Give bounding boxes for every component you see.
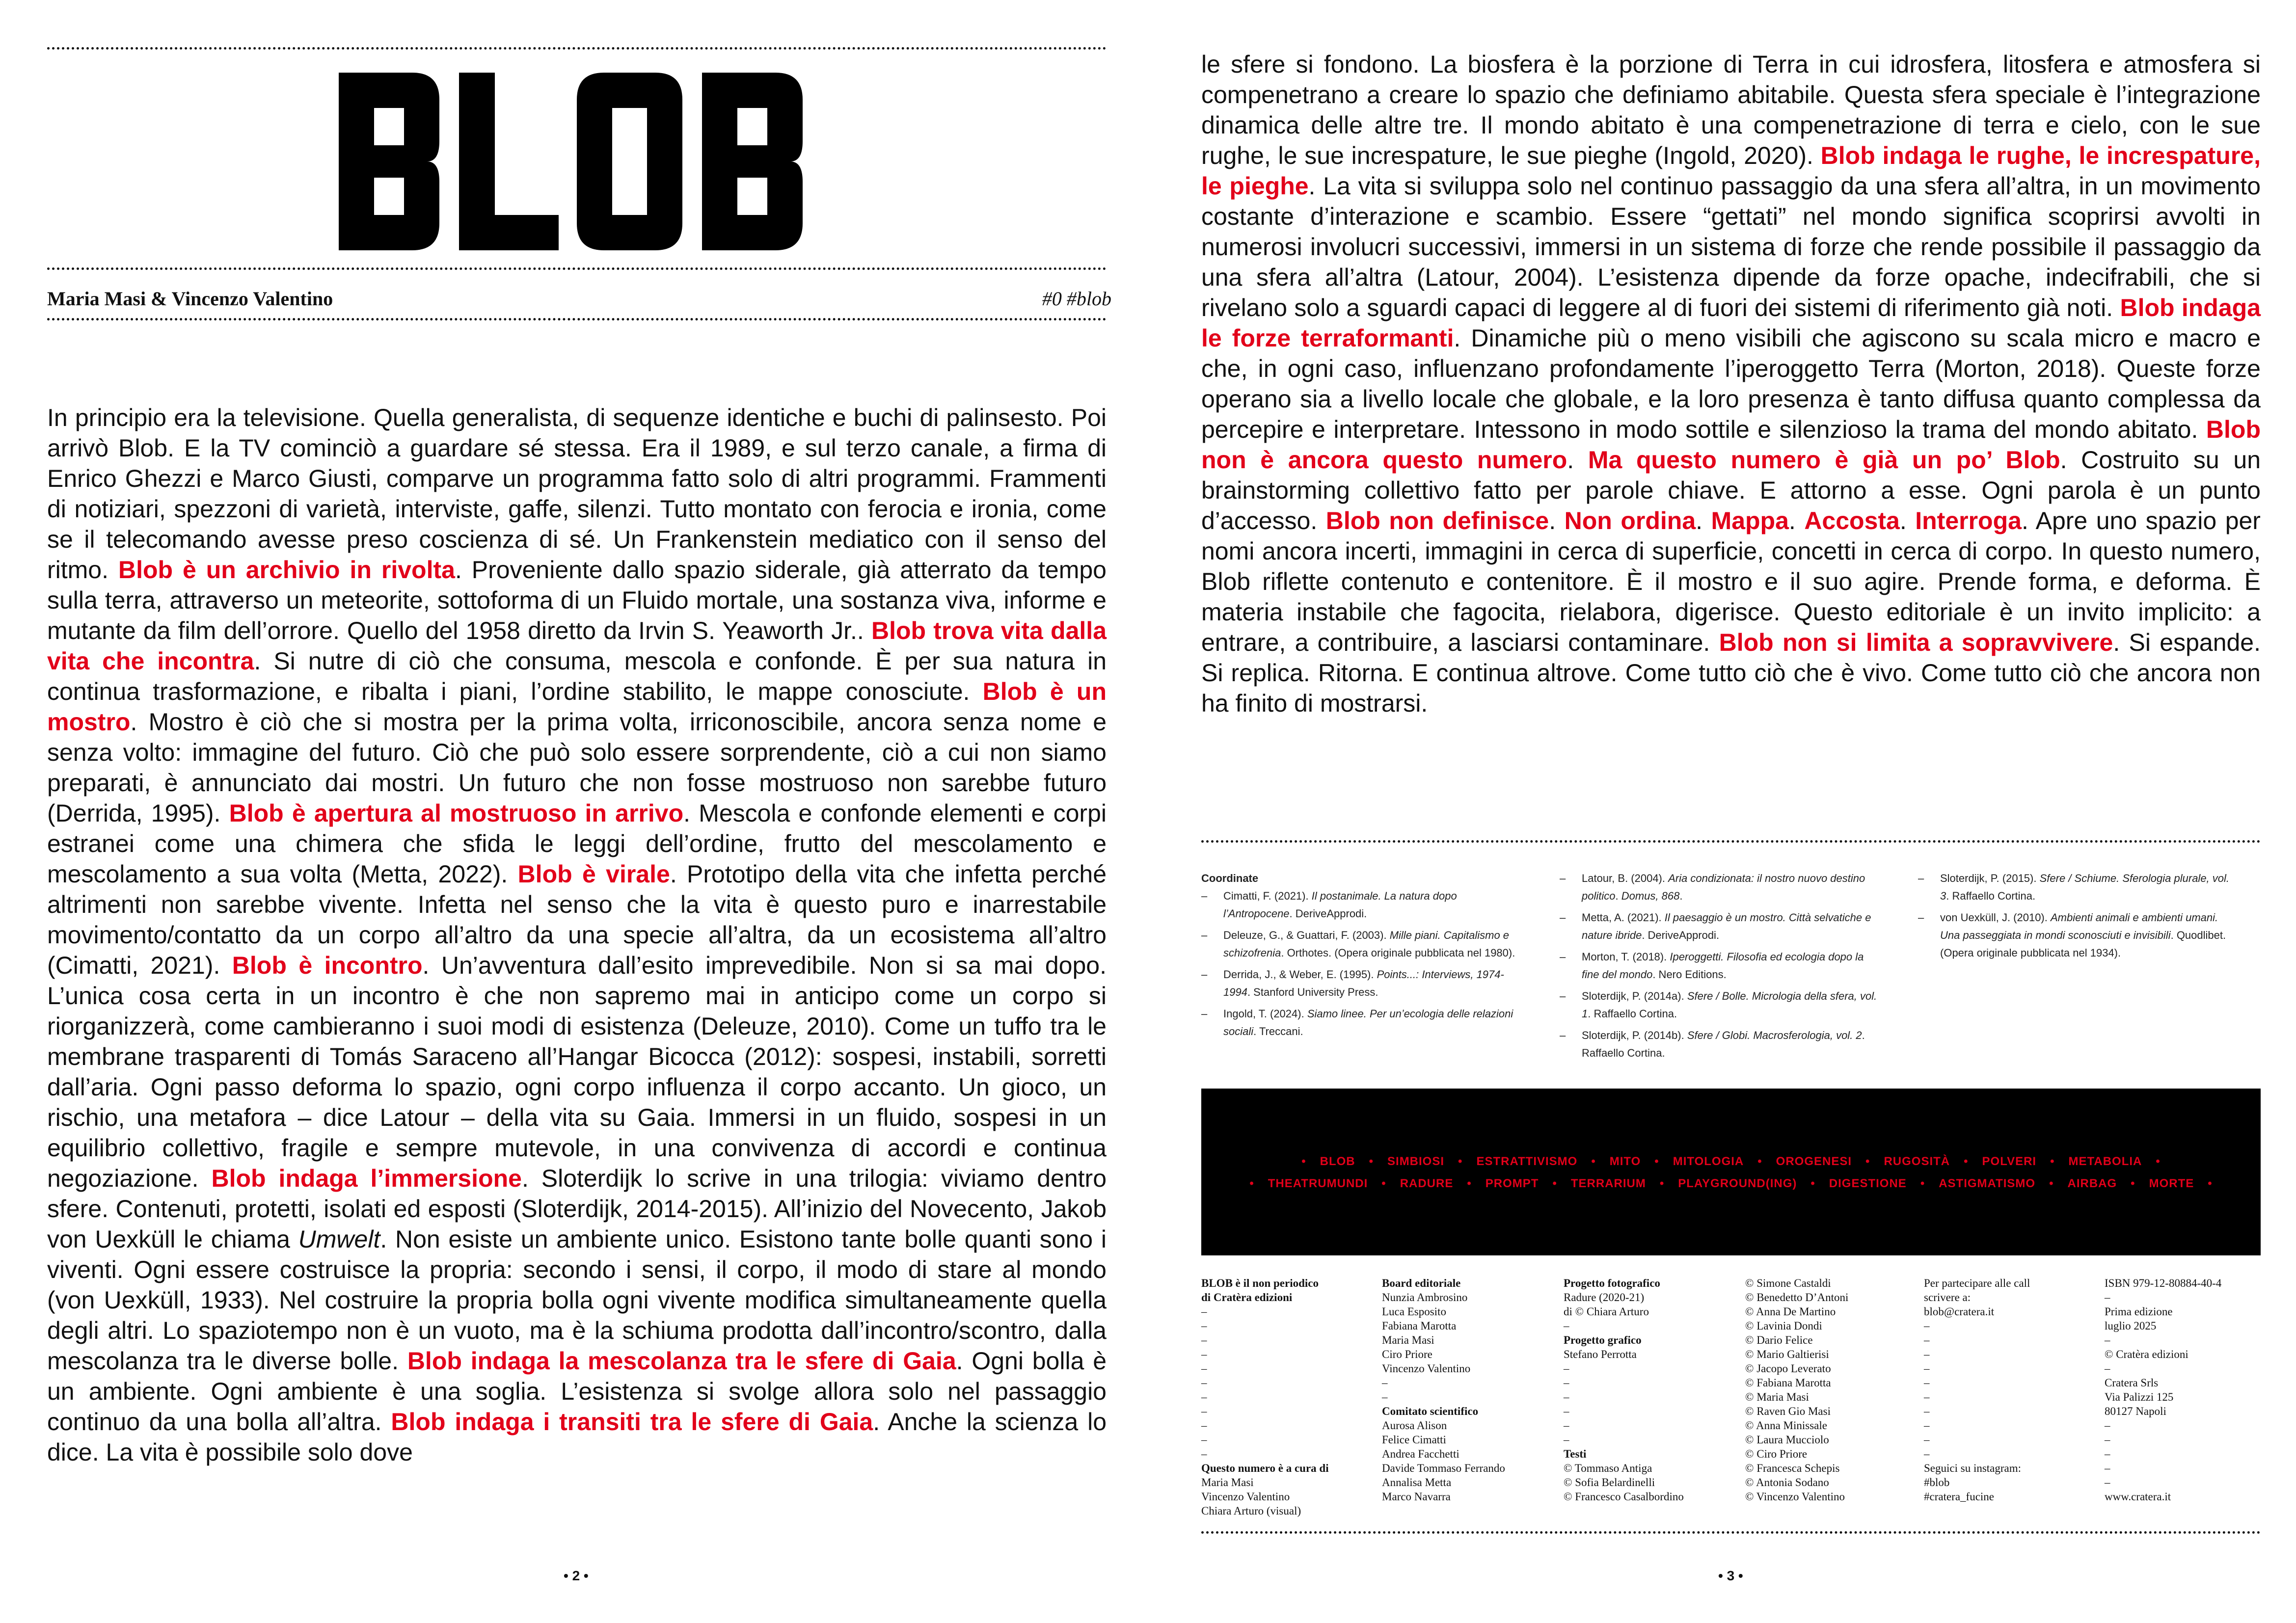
colophon-line: – [1201, 1391, 1207, 1403]
text-run: . Raffaello Cortina. [1946, 890, 2036, 902]
text-run: Latour, B. (2004). [1582, 872, 1669, 884]
reference-entry [1201, 966, 1520, 1001]
colophon-line: Cratera Srls [2105, 1377, 2159, 1389]
text-run: . Dinamiche più o meno visibili che agiscono su scala micro e macro e che, in ogni caso, influenzano profondamente l’iperoggetto Terra (Morton, 2018). Queste forze operano sia a livello locale che globale, e la loro presenza è tanto diffusa quanto complessa da percepire e interpretare. Intessono in modo sottile e silenzioso la trama del mondo abitato. [1201, 324, 2261, 443]
highlight-phrase: Ma questo numero è già un po’ Blob [1588, 446, 2060, 474]
highlight-phrase: Blob indaga l’immersione [211, 1165, 522, 1192]
issue-number: #0 #blob [1042, 288, 1111, 310]
colophon-line: di © Chiara Arturo [1564, 1305, 1649, 1318]
text-run: . Nero Editions. [1652, 968, 1727, 981]
reference-entry [1918, 909, 2237, 962]
bullet-separator: • [1458, 1155, 1463, 1168]
text-run: Ingold, T. (2024). [1223, 1008, 1307, 1020]
highlight-phrase: Blob indaga le rughe, le increspature, le pieghe [1201, 142, 2261, 200]
colophon-line: – [1201, 1362, 1207, 1375]
text-run: . [1899, 507, 1916, 534]
colophon-line: – [1924, 1448, 1930, 1460]
colophon-line: Luca Esposito [1382, 1305, 1446, 1318]
text-run: . Si espande. Si replica. Ritorna. E continua altrove. Come tutto ciò che è vivo. Come tutto ciò che ancora non ha finito di mostrarsi. [1201, 629, 2261, 717]
text-run: . Sloterdijk lo scrive in una trilogia: viviamo dentro sfere. Contenuti, protetti, isolati ed esposti (Sloterdijk, 2014-2015). All’inizio del Novecento, Jakob von Uexküll le chiama [47, 1165, 1107, 1253]
colophon-line: © Anna Minissale [1745, 1419, 1827, 1432]
colophon-line: Marco Navarra [1382, 1490, 1451, 1503]
colophon-line: #blob [1924, 1476, 1950, 1489]
references-title: Coordinate [1201, 872, 1259, 884]
text-run: . Un’avventura dall’esito imprevedibile. Non si sa mai dopo. L’unica cosa certa in un incontro è che non sapremo mai in anticipo come un corpo si riorganizzerà, come cambieranno i suoi modi di esistenza (Deleuze, 2010). Come un tuffo tra le membrane trasparenti di Tomás Saraceno all’Hangar Bicocca (2012): sospesi, instabili, sorretti dall’aria. Ogni passo deforma lo spazio, ogni corpo influenza il corpo accanto. Un gioco, un rischio, una metafora – dice Latour – della vita su Gaia. Immersi in un fluido, sospesi in un equilibrio collettivo, fragile e sempre mutevole, in una convivenza di accordi e continua negoziazione. [47, 952, 1107, 1192]
italic-term: Il paesaggio è un mostro. Città selvatiche e nature ibride [1582, 911, 1871, 941]
bullet-separator: • [1757, 1155, 1762, 1168]
text-run: . Mostro è ciò che si mostra per la prima volta, irriconoscibile, ancora senza nome e senza volto: immagine del futuro. Ciò che può solo essere sorprendente, ciò a cui non siamo preparati, è annunciato dai mostri. Un futuro che non fosse mostruoso non sarebbe futuro (Derrida, 1995). [47, 708, 1107, 827]
editorial-text-right [1201, 49, 2261, 718]
colophon-heading: Testi [1564, 1448, 1587, 1460]
colophon-line: www.cratera.it [2105, 1490, 2171, 1503]
colophon-line: Felice Cimatti [1382, 1434, 1446, 1446]
italic-term: Aria condizionata: il nostro nuovo destino politico [1582, 872, 1865, 902]
highlight-phrase: Blob è apertura al mostruoso in arrivo [229, 799, 684, 827]
highlight-phrase: Blob non definisce [1325, 507, 1549, 534]
colophon-line: 80127 Napoli [2105, 1405, 2166, 1417]
keyword-tag: THEATRUMUNDI [1268, 1177, 1368, 1190]
colophon-line: – [1564, 1391, 1569, 1403]
bullet-separator: • [2208, 1177, 2213, 1190]
highlight-phrase: Blob è un mostro [47, 678, 1107, 736]
text-run: . Proveniente dallo spazio siderale, già atterrato da tempo sulla terra, attraverso un meteorite, sottoforma di un Fluido mortale, una sostanza viva, informe e mutante da film dell’orrore. Quello del 1958 diretto da Irvin S. Yeaworth Jr.. [47, 556, 1107, 644]
keyword-tag: TERRARIUM [1570, 1177, 1646, 1190]
reference-entry [1560, 909, 1879, 944]
bullet-separator: • [1659, 1177, 1665, 1190]
text-run: . Anche la scienza lo dice. La vita è possibile solo dove [47, 1408, 1107, 1466]
italic-term: Iperoggetti. Filosofia ed ecologia dopo la fine del mondo [1582, 951, 1864, 981]
text-run: Metta, A. (2021). [1582, 911, 1665, 924]
text-run: . Non esiste un ambiente unico. Esistono tante bolle quanti sono i viventi. Ogni essere costruisce la propria: secondo i sensi, il corpo, il modo di stare al mondo (von Uexküll, 1933). Nel costruire la propria bolla ogni vivente modifica simultaneamente quella degli altri. Lo spaziotempo non è un vuoto, ma è la schiuma prodotta dall’incontro/scontro, dalla mescolanza tra le diverse bolle. [47, 1225, 1107, 1375]
colophon-line: Nunzia Ambrosino [1382, 1291, 1468, 1304]
byline-bottom-rule [47, 318, 1107, 320]
keyword-tag: BLOB [1320, 1155, 1355, 1168]
text-run: . Prototipo della vita che infetta perché altrimenti non sarebbe vivente. Infetta nel senso che la vita è questo puro e inarrestabile movimento/contatto da un corpo all’altro da una specie all’altra, da un ecosistema all’altro (Cimatti, 2021). [47, 860, 1107, 979]
colophon-line: © Fabiana Marotta [1745, 1377, 1831, 1389]
text-run: le sfere si fondono. La biosfera è la porzione di Terra in cui idrosfera, litosfera e atmosfera si compenetrano a creare lo spazio che definiamo abitabile. Questa sfera speciale è l’integrazione dinamica delle altre tre. Il mondo abitato è una compenetrazione di terra e cielo, con le sue rughe, le sue increspature, le sue pieghe (Ingold, 2020). [1201, 51, 2261, 169]
colophon-line: – [1924, 1362, 1930, 1375]
bullet-separator: • [1654, 1155, 1659, 1168]
bullet-separator: • [2131, 1177, 2135, 1190]
text-run: . Orthotes. (Opera originale pubblicata nel 1980). [1281, 947, 1515, 959]
colophon-bottom-rule [1201, 1531, 2261, 1534]
colophon-line: – [1201, 1320, 1207, 1332]
colophon-line: – [1201, 1348, 1207, 1360]
colophon-line: – [1201, 1334, 1207, 1346]
italic-term: Siamo linee. Per un’ecologia delle relazioni sociali [1223, 1008, 1513, 1038]
text-run: . Costruito su un brainstorming collettivo fatto per parole chiave. E attorno a esse. Ogni parola è un punto d’accesso. [1201, 446, 2261, 534]
colophon-line: – [2105, 1419, 2110, 1432]
colophon-line: – [1924, 1348, 1930, 1360]
colophon-line: Andrea Facchetti [1382, 1448, 1459, 1460]
colophon-line: Maria Masi [1201, 1476, 1254, 1489]
highlight-phrase: Blob indaga i transiti tra le sfere di Gaia [391, 1408, 873, 1436]
text-run: Sloterdijk, P. (2014b). [1582, 1029, 1687, 1041]
colophon-column [1201, 1276, 1368, 1518]
keyword-tag: RADURE [1400, 1177, 1454, 1190]
keyword-tag: MITO [1609, 1155, 1641, 1168]
colophon-line: – [1924, 1391, 1930, 1403]
colophon-line: © Dario Felice [1745, 1334, 1813, 1346]
keyword-tag: ASTIGMATISMO [1939, 1177, 2036, 1190]
colophon-line: © Mario Galtierisi [1745, 1348, 1829, 1360]
colophon-line: Ciro Priore [1382, 1348, 1432, 1360]
colophon-line: Maria Masi [1382, 1334, 1434, 1346]
text-run: . [1788, 507, 1805, 534]
references-column-3 [1918, 870, 2237, 966]
colophon-line: blob@cratera.it [1924, 1305, 1995, 1318]
keyword-row-1 [1201, 1155, 2261, 1169]
colophon-line: © Lavinia Dondi [1745, 1320, 1822, 1332]
text-run: . [1615, 890, 1621, 902]
text-run: . Raffaello Cortina. [1582, 1029, 1865, 1059]
highlight-phrase: Blob indaga la mescolanza tra le sfere di Gaia [407, 1347, 956, 1375]
highlight-phrase: Blob è un archivio in rivolta [118, 556, 455, 584]
colophon-line: – [1564, 1377, 1569, 1389]
colophon-line: Radure (2020-21) [1564, 1291, 1645, 1304]
bullet-separator: • [1369, 1155, 1374, 1168]
colophon-line: © Vincenzo Valentino [1745, 1490, 1845, 1503]
keyword-tag: SIMBIOSI [1387, 1155, 1445, 1168]
colophon-line: © Francesco Casalbordino [1564, 1490, 1684, 1503]
bullet-separator: • [1381, 1177, 1386, 1190]
references-column-2 [1560, 870, 1879, 1066]
colophon-line: – [2105, 1434, 2110, 1446]
keyword-tag: MITOLOGIA [1673, 1155, 1744, 1168]
highlight-phrase: Blob non si limita a sopravvivere [1719, 629, 2113, 656]
text-run: . Mescola e confonde elementi e corpi estranei come una chimera che sfida le leggi dell’ordine, frutto del mescolamento e mescolamento a sua volta (Metta, 2022). [47, 799, 1107, 888]
highlight-phrase: Mappa [1711, 507, 1789, 534]
colophon-line: – [2105, 1362, 2110, 1375]
keyword-tag: AIRBAG [2067, 1177, 2117, 1190]
bullet-separator: • [1552, 1177, 1557, 1190]
colophon-line: – [2105, 1476, 2110, 1489]
text-run: . [1696, 507, 1711, 534]
colophon-heading: Board editoriale [1382, 1277, 1461, 1289]
colophon-line: © Benedetto D’Antoni [1745, 1291, 1849, 1304]
italic-term: Ambienti animali e ambienti umani. Una passeggiata in mondi sconosciuti e invisibili [1940, 911, 2218, 941]
keyword-tag: PLAYGROUND(ING) [1678, 1177, 1797, 1190]
highlight-phrase: Interroga [1915, 507, 2022, 534]
bullet-separator: • [2050, 1155, 2055, 1168]
colophon-line: – [1382, 1391, 1388, 1403]
colophon-heading: BLOB è il non periodico [1201, 1277, 1319, 1289]
colophon-line: Annalisa Metta [1382, 1476, 1452, 1489]
text-run: . Apre uno spazio per nomi ancora incerti, immagini in cerca di superficie, concetti in cerca di corpo. In questo numero, Blob riflette contenuto e contenitore. È il mostro e il suo agire. Prende forma, e deforma. È materia instabile che fagocita, rielabora, digerisce. Questo editoriale è un invito implicito: a entrare, a contribuire, a lasciarsi contaminare. [1201, 507, 2261, 656]
bullet-separator: • [1301, 1155, 1306, 1168]
reference-entry [1201, 1005, 1520, 1040]
bullet-separator: • [1920, 1177, 1925, 1190]
colophon-heading: Progetto fotografico [1564, 1277, 1660, 1289]
editorial-text-left [47, 402, 1107, 1467]
colophon-heading: Questo numero è a cura di [1201, 1462, 1329, 1474]
keyword-tag: ESTRATTIVISMO [1476, 1155, 1578, 1168]
reference-entry [1560, 948, 1879, 984]
colophon-line: – [1564, 1320, 1569, 1332]
bullet-separator: • [1591, 1155, 1596, 1168]
text-run: . [1549, 507, 1565, 534]
colophon-line: © Ciro Priore [1745, 1448, 1808, 1460]
text-run: Sloterdijk, P. (2014a). [1582, 990, 1687, 1002]
byline-authors: Maria Masi & Vincenzo Valentino [47, 288, 333, 310]
highlight-phrase: Accosta [1804, 507, 1900, 534]
highlight-phrase: Blob è virale [517, 860, 670, 888]
colophon-column [1382, 1276, 1549, 1504]
colophon-line: – [1201, 1405, 1207, 1417]
keyword-tag: MORTE [2149, 1177, 2194, 1190]
text-run: . Treccani. [1253, 1025, 1303, 1038]
text-run: Derrida, J., & Weber, E. (1995). [1223, 968, 1377, 981]
colophon-line: © Raven Gio Masi [1745, 1405, 1831, 1417]
text-run: . DeriveApprodi. [1642, 929, 1720, 941]
colophon-line: – [1564, 1405, 1569, 1417]
colophon-line: – [1924, 1334, 1930, 1346]
colophon-line: #cratera_fucine [1924, 1490, 1995, 1503]
reference-entry [1560, 870, 1879, 905]
references-column-1 [1201, 870, 1520, 1044]
text-run: . DeriveApprodi. [1289, 907, 1367, 920]
colophon-line: © Cratèra edizioni [2105, 1348, 2188, 1360]
page-number-right: • 3 • [1718, 1568, 1743, 1583]
colophon-line: – [1201, 1419, 1207, 1432]
bullet-separator: • [1964, 1155, 1969, 1168]
colophon-line: © Laura Mucciolo [1745, 1434, 1829, 1446]
highlight-phrase: Blob non è ancora questo numero [1201, 416, 2261, 474]
keyword-tag: OROGENESI [1776, 1155, 1852, 1168]
colophon-line: Davide Tommaso Ferrando [1382, 1462, 1505, 1474]
colophon-line: – [1924, 1377, 1930, 1389]
colophon-line: © Francesca Schepis [1745, 1462, 1840, 1474]
bullet-separator: • [1249, 1177, 1254, 1190]
keyword-tag: PROMPT [1485, 1177, 1539, 1190]
colophon-column [1745, 1276, 1912, 1504]
colophon-heading: Comitato scientifico [1382, 1405, 1479, 1417]
bullet-separator: • [2049, 1177, 2054, 1190]
colophon-line: luglio 2025 [2105, 1320, 2157, 1332]
colophon-line: – [2105, 1291, 2110, 1304]
bullet-separator: • [1467, 1177, 1472, 1190]
colophon-line: – [2105, 1462, 2110, 1474]
text-run: . Quodlibet. (Opera originale pubblicata nel 1934). [1940, 929, 2226, 959]
colophon-line: Vincenzo Valentino [1201, 1490, 1290, 1503]
colophon-heading: Progetto grafico [1564, 1334, 1642, 1346]
keyword-tag: DIGESTIONE [1829, 1177, 1907, 1190]
text-run: Deleuze, G., & Guattari, F. (2003). [1223, 929, 1390, 941]
text-run: Sloterdijk, P. (2015). [1940, 872, 2040, 884]
keyword-tag: POLVERI [1982, 1155, 2037, 1168]
colophon-line: Stefano Perrotta [1564, 1348, 1637, 1360]
text-run: . Ogni bolla è un ambiente. Ogni ambiente è una soglia. L’esistenza si svolge allora solo nel passaggio continuo da una bolla all’altra. [47, 1347, 1107, 1436]
keyword-tag: RUGOSITÀ [1884, 1155, 1950, 1168]
reference-entry [1560, 1027, 1879, 1062]
text-run: . Raffaello Cortina. [1588, 1008, 1677, 1020]
italic-term: Mille piani. Capitalismo e schizofrenia [1223, 929, 1510, 959]
text-run: . Si nutre di ciò che consuma, mescola e confonde. È per sua natura in continua trasformazione, e ribalta i piani, l’ordine stabilito, le mappe conosciute. [47, 647, 1107, 705]
colophon-line: – [1564, 1434, 1569, 1446]
italic-term: Domus, 868 [1621, 890, 1680, 902]
colophon-line: – [1924, 1320, 1930, 1332]
bullet-separator: • [1810, 1177, 1815, 1190]
text-run: . [1679, 890, 1683, 902]
bullet-separator: • [1865, 1155, 1870, 1168]
bullet-separator: • [2156, 1155, 2161, 1168]
colophon-line: – [2105, 1448, 2110, 1460]
colophon-line: © Tommaso Antiga [1564, 1462, 1652, 1474]
colophon-column [1564, 1276, 1730, 1504]
italic-term: Il postanimale. La natura dopo l’Antropocene [1223, 890, 1457, 920]
text-run: von Uexküll, J. (2010). [1940, 911, 2051, 924]
colophon-line: © Simone Castaldi [1745, 1277, 1831, 1289]
italic-term: Sfere / Bolle. Micrologia della sfera, vol. 1 [1582, 990, 1877, 1020]
text-run: . La vita si sviluppa solo nel continuo passaggio da una sfera all’altra, in un movimento costante d’interazione e scambio. Essere “gettati” nel mondo significa scoprirsi avvolti in numerosi involucri successivi, immersi in un sistema di forze che rende possibile il passaggio da una sfera all’altra (Latour, 2004). L’esistenza dipende da forze opache, indecifrabili, che si rivelano solo a sguardi capaci di leggere al di fuori dei sistemi di riferimento già noti. [1201, 172, 2261, 321]
colophon-line: – [1382, 1377, 1388, 1389]
colophon-line: Via Palizzi 125 [2105, 1391, 2174, 1403]
keyword-row-2 [1201, 1177, 2261, 1191]
reference-entry [1560, 987, 1879, 1023]
colophon-line: Fabiana Marotta [1382, 1320, 1457, 1332]
colophon-line: © Antonia Sodano [1745, 1476, 1829, 1489]
page-number-left: • 2 • [564, 1568, 589, 1583]
highlight-phrase: Non ordina [1564, 507, 1696, 534]
text-run: In principio era la televisione. Quella generalista, di sequenze identiche e buchi di palinsesto. Poi arrivò Blob. E la TV cominciò a guardare sé stessa. Era il 1989, e sul terzo canale, a firma di Enrico Ghezzi e Marco Giusti, comparve un programma fatto solo di altri programmi. Frammenti di notiziari, spezzoni di varietà, interviste, gaffe, silenzi. Tutto montato con ferocia e ironia, come se il telecomando avesse preso coscienza di sé. Un Frankenstein mediatico con il senso del ritmo. [47, 404, 1107, 584]
reference-entry [1201, 927, 1520, 962]
colophon-line: – [1924, 1434, 1930, 1446]
colophon-line: © Maria Masi [1745, 1391, 1809, 1403]
text-run: Cimatti, F. (2021). [1223, 890, 1312, 902]
masthead-bottom-rule [47, 267, 1107, 270]
keyword-band [1201, 1089, 2261, 1255]
italic-term: Points...: Interviews, 1974-1994 [1223, 968, 1504, 998]
highlight-phrase: Blob trova vita dalla vita che incontra [47, 617, 1107, 675]
colophon-line: Chiara Arturo (visual) [1201, 1505, 1301, 1517]
text-run: . [1567, 446, 1588, 474]
colophon-line: Per partecipare alle call [1924, 1277, 2030, 1289]
text-run: . Stanford University Press. [1247, 986, 1378, 998]
highlight-phrase: Blob indaga le forze terraformanti [1201, 294, 2261, 352]
blob-masthead-logo [339, 73, 805, 250]
colophon-line: Prima edizione [2105, 1305, 2173, 1318]
colophon-line: © Anna De Martino [1745, 1305, 1836, 1318]
colophon-line: – [1564, 1419, 1569, 1432]
colophon-line: Vincenzo Valentino [1382, 1362, 1471, 1375]
colophon-line: scrivere a: [1924, 1291, 1971, 1304]
colophon-line: – [1201, 1377, 1207, 1389]
references-top-rule [1201, 840, 2261, 843]
colophon-line: – [1924, 1419, 1930, 1432]
top-rule-left [47, 47, 1107, 50]
highlight-phrase: Blob è incontro [232, 952, 423, 979]
colophon-column [1924, 1276, 2091, 1504]
colophon-column [2105, 1276, 2271, 1504]
keyword-tag: METABOLIA [2068, 1155, 2142, 1168]
colophon-line: – [1201, 1448, 1207, 1460]
reference-entry [1918, 870, 2237, 905]
italic-term: Sfere / Globi. Macrosferologia, vol. 2 [1687, 1029, 1862, 1041]
colophon-line: – [1564, 1362, 1569, 1375]
colophon-line: ISBN 979-12-80884-40-4 [2105, 1277, 2222, 1289]
colophon-line: © Sofia Belardinelli [1564, 1476, 1655, 1489]
colophon-line: – [2105, 1334, 2110, 1346]
text-run: Morton, T. (2018). [1582, 951, 1670, 963]
colophon-heading: di Cratèra edizioni [1201, 1291, 1293, 1304]
colophon-line: Aurosa Alison [1382, 1419, 1447, 1432]
colophon-line: – [1201, 1434, 1207, 1446]
reference-entry [1201, 887, 1520, 923]
colophon-line: © Jacopo Leverato [1745, 1362, 1831, 1375]
italic-term: Umwelt [298, 1225, 380, 1253]
colophon-line: – [1924, 1405, 1930, 1417]
colophon-line: Seguici su instagram: [1924, 1462, 2022, 1474]
italic-term: Sfere / Schiume. Sferologia plurale, vol. 3 [1940, 872, 2230, 902]
colophon-line: – [1201, 1305, 1207, 1318]
